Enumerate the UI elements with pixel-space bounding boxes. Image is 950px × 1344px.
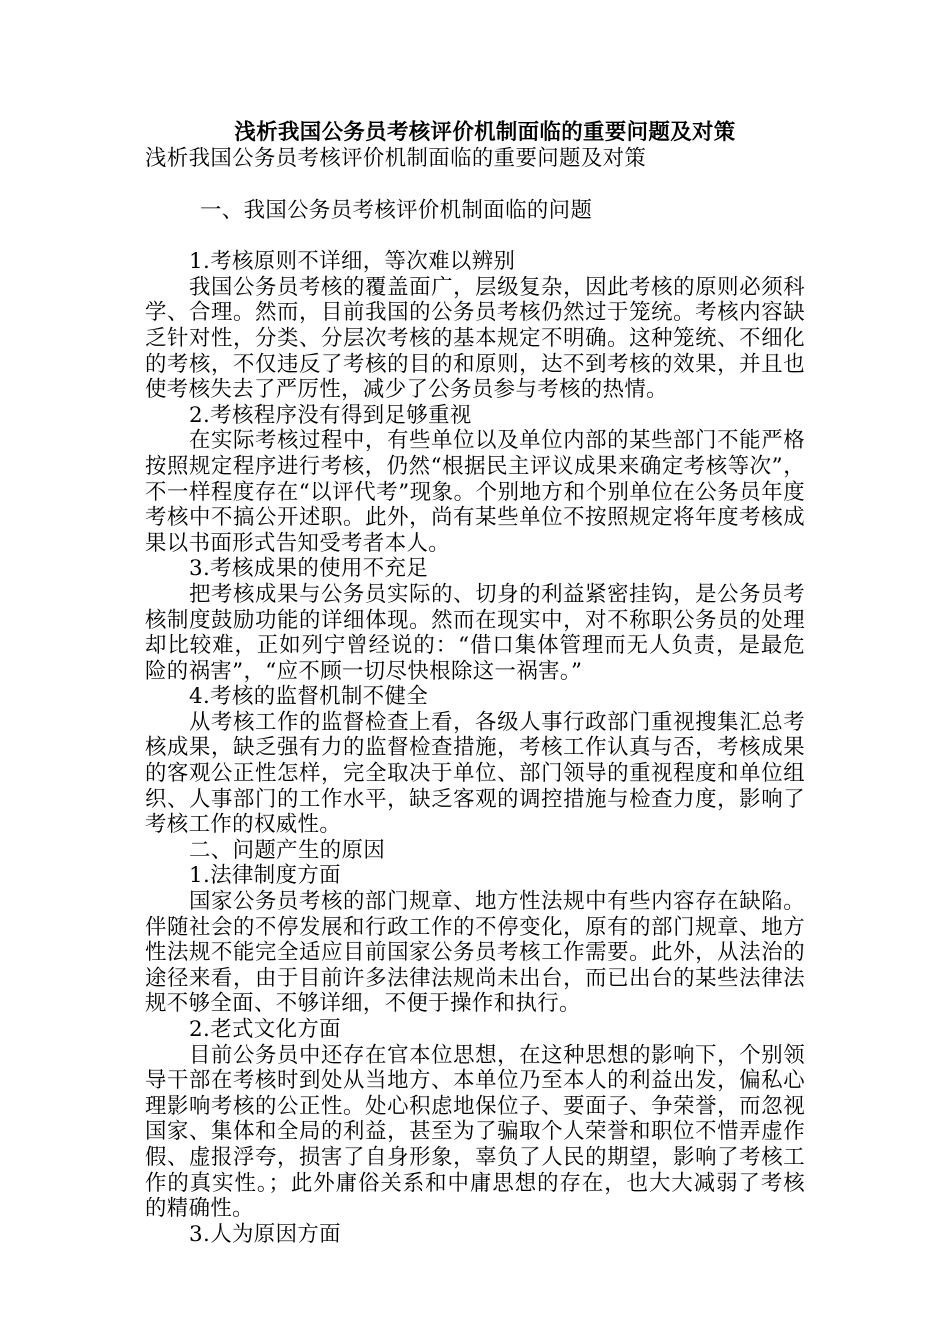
blank-line bbox=[145, 223, 805, 249]
paragraph-3: 把考核成果与公务员实际的、切身的利益紧密挂钩，是公务员考核制度鼓励功能的详细体现。然而在现实中，对不称职公务员的处理却比较难，正如列宁曾经说的：“借口集体管理而无人负责，是最危险的祸害”，“应不顾一切尽快根除这一祸害。” bbox=[145, 581, 805, 684]
item-heading-1: 1.考核原则不详细，等次难以辨别 bbox=[189, 249, 516, 275]
item-heading-2: 2.考核程序没有得到足够重视 bbox=[189, 402, 472, 428]
document-subtitle: 浅析我国公务员考核评价机制面临的重要问题及对策 bbox=[145, 146, 647, 171]
section-heading-2: 二、问题产生的原因 bbox=[189, 837, 386, 863]
paragraph-4: 从考核工作的监督检查上看，各级人事行政部门重视搜集汇总考核成果，缺乏强有力的监督检查措施，考核工作认真与否，考核成果的客观公正性怎样，完全取决于单位、部门领导的重视程度和单位组织、人事部门的工作水平，缺乏客观的调控措施与检查力度，影响了考核工作的权威性。 bbox=[145, 709, 805, 838]
cause-heading-2: 2.老式文化方面 bbox=[189, 1017, 341, 1042]
cause-paragraph-2: 目前公务员中还存在官本位思想，在这种思想的影响下，个别领导干部在考核时到处从当地方、本单位乃至本人的利益出发，偏私心理影响考核的公正性。处心积虑地保位子、要面子、争荣誉，而忽视国家、集体和全局的利益，甚至为了骗取个人荣誉和职位不惜弄虚作假、虚报浮夸，损害了自身形象，辜负了人民的期望，影响了考核工作的真实性。；此外庸俗关系和中庸思想的存在，也大大减弱了考核的精确性。 bbox=[145, 1042, 805, 1222]
cause-heading-1: 1.法律制度方面 bbox=[189, 863, 341, 889]
document-title: 浅析我国公务员考核评价机制面临的重要问题及对策 bbox=[234, 120, 736, 145]
paragraph-1: 我国公务员考核的覆盖面广，层级复杂，因此考核的原则必须科学、合理。然而，目前我国的公务员考核仍然过于笼统。考核内容缺乏针对性，分类、分层次考核的基本规定不明确。这种笼统、不细化的考核，不仅违反了考核的目的和原则，达不到考核的效果，并且也使考核失去了严厉性，减少了公务员参与考核的热情。 bbox=[145, 274, 805, 403]
cause-heading-3: 3.人为原因方面 bbox=[189, 1221, 341, 1247]
cause-paragraph-1: 国家公务员考核的部门规章、地方性法规中有些内容存在缺陷。伴随社会的不停发展和行政工作的不停变化，原有的部门规章、地方性法规不能完全适应目前国家公务员考核工作需要。此外，从法治的途径来看，由于目前许多法律法规尚未出台，而已出台的某些法律法规不够全面、不够详细，不便于操作和执行。 bbox=[145, 889, 805, 1017]
item-heading-3: 3.考核成果的使用不充足 bbox=[189, 556, 429, 582]
item-heading-4: 4.考核的监督机制不健全 bbox=[189, 684, 429, 710]
blank-line bbox=[145, 172, 805, 198]
paragraph-2: 在实际考核过程中，有些单位以及单位内部的某些部门不能严格按照规定程序进行考核，仍然“根据民主评议成果来确定考核等次”，不一样程度存在“以评代考”现象。个别地方和个别单位在公务员年度考核中不搞公开述职。此外，尚有某些单位不按照规定将年度考核成果以书面形式告知受考者本人。 bbox=[145, 428, 805, 556]
document-page bbox=[145, 120, 805, 1247]
section-heading-1: 一、我国公务员考核评价机制面临的问题 bbox=[200, 197, 593, 223]
